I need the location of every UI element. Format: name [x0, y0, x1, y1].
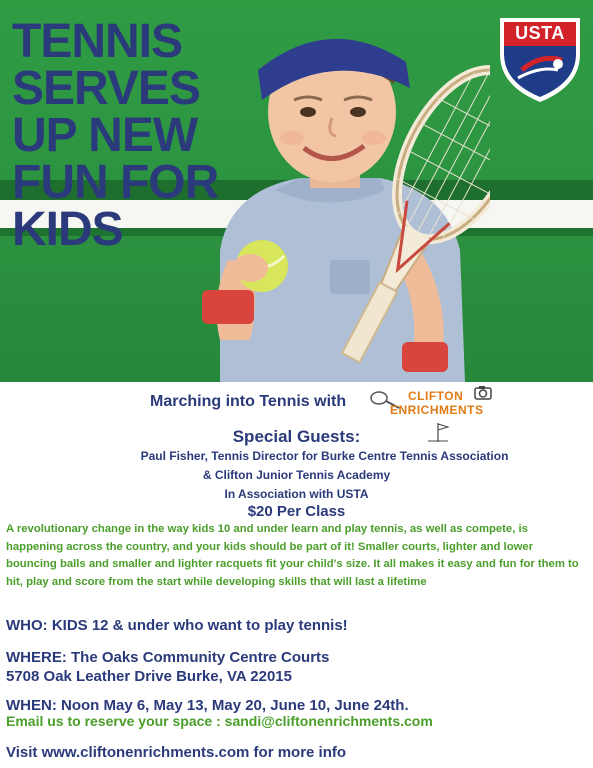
headline-line: TENNIS — [12, 15, 183, 68]
description-paragraph: A revolutionary change in the way kids 10 and under learn and play tennis, as well as compete, is happening across the country, and your kids should be part of it! Smaller courts, lighter and lower bouncing balls and smaller and lighter racquets fit your child's size. It all makes it easy and fun for them to hit, play and score from the start while developing skills that will last a lifetime — [6, 523, 579, 588]
email-line: Email us to reserve your space : sandi@cliftonenrichments.com — [6, 713, 433, 729]
when-line: WHEN: Noon May 6, May 13, May 20, June 10, June 24th. — [6, 697, 409, 714]
visit-website-line: Visit www.cliftonenrichments.com for more info — [6, 744, 347, 761]
price-text: $20 Per Class — [247, 503, 346, 520]
guest-line: Paul Fisher, Tennis Director for Burke Centre Tennis Association — [140, 449, 509, 463]
marching-into-tennis-text: Marching into Tennis with — [150, 393, 347, 410]
headline-line: UP NEW — [12, 109, 198, 162]
headline — [12, 15, 227, 256]
clifton-enrichments-logo — [370, 385, 498, 419]
camera-icon — [474, 385, 492, 401]
usta-logo-icon — [496, 14, 584, 104]
special-guests-title: Special Guests: — [232, 427, 361, 446]
guest-line: In Association with USTA — [224, 487, 369, 501]
headline-line: SERVES — [12, 62, 200, 115]
clifton-logo-line2: ENRICHMENTS — [390, 403, 484, 417]
who-line: WHO: KIDS 12 & under who want to play tennis! — [6, 617, 348, 634]
headline-line: KIDS — [12, 203, 123, 256]
usta-logo-text: USTA — [515, 23, 565, 43]
guest-line: & Clifton Junior Tennis Academy — [202, 468, 391, 482]
hero-image — [0, 0, 593, 382]
headline-line: FUN FOR — [12, 156, 219, 209]
address-line: 5708 Oak Leather Drive Burke, VA 22015 — [6, 668, 292, 685]
where-line: WHERE: The Oaks Community Centre Courts — [6, 649, 330, 666]
clifton-logo-line1: CLIFTON — [408, 389, 464, 403]
